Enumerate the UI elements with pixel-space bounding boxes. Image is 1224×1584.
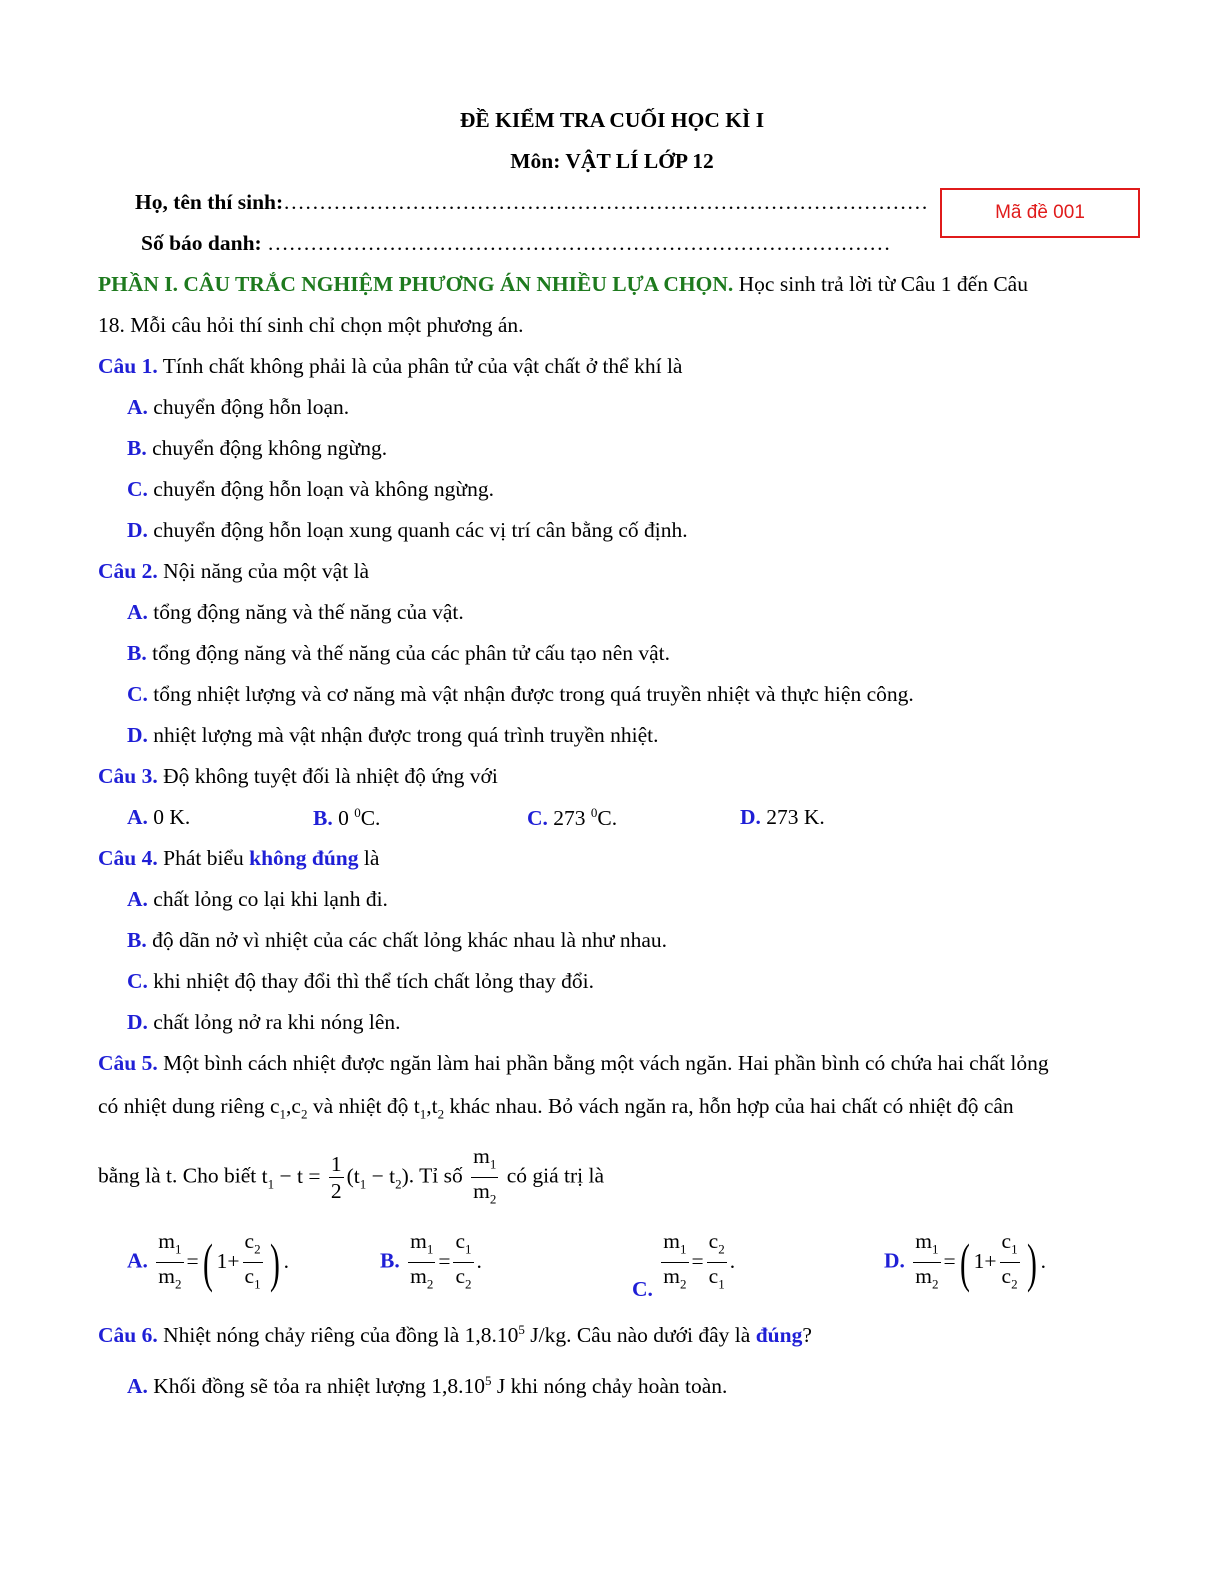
question-stem: Tính chất không phải là của phân tử của vật chất ở thể khí là	[157, 354, 683, 378]
part1-heading-row	[98, 272, 1028, 297]
question-label: Câu 5.	[98, 1051, 158, 1075]
q3-option-a[interactable]	[127, 805, 190, 830]
option-text: 273 $^0$C.	[553, 805, 618, 831]
q5-option-c[interactable]	[632, 1228, 736, 1301]
option-letter: A.	[127, 600, 148, 624]
option-letter: A.	[127, 1248, 148, 1273]
option-text: tổng động năng và thế năng của các phân tử cấu tạo nên vật.	[152, 641, 671, 665]
formula-t1-t2: $t_1,t_2$	[413, 1094, 445, 1122]
option-letter: D.	[127, 723, 148, 747]
formula-latent-heat: 1,8.10$^5$ J/kg.	[464, 1322, 572, 1348]
formula-condition: $t_1 - t$ = $\frac{1}{2}$ $(t_1 - t_2)$	[261, 1152, 409, 1204]
exam-code-box	[940, 188, 1140, 238]
option-text: nhiệt lượng mà vật nhận được trong quá trình truyền nhiệt.	[153, 723, 659, 747]
question-stem: Nội năng của một vật là	[157, 559, 370, 583]
q1-option-a[interactable]	[127, 395, 349, 420]
option-letter: C.	[127, 969, 148, 993]
option-text: chất lỏng co lại khi lạnh đi.	[153, 887, 388, 911]
q5-option-d[interactable]	[884, 1228, 1046, 1298]
option-letter: B.	[127, 928, 147, 952]
option-letter: D.	[740, 805, 761, 829]
exam-subject: Môn: VẬT LÍ LỚP 12	[510, 149, 714, 173]
option-text: chuyển động không ngừng.	[152, 436, 388, 460]
candidate-id-row	[141, 231, 891, 256]
question-2	[98, 559, 369, 584]
q4-option-d[interactable]	[127, 1010, 401, 1035]
option-letter: C.	[127, 682, 148, 706]
question-label: Câu 2.	[98, 559, 158, 583]
q1-option-b[interactable]	[127, 436, 387, 461]
option-text: tổng nhiệt lượng và cơ năng mà vật nhận được trong quá truyền nhiệt và thực hiện công.	[153, 682, 914, 706]
candidate-name-label: Họ, tên thí sinh:	[135, 190, 284, 214]
option-letter: A.	[127, 1374, 148, 1399]
question-3	[98, 764, 498, 789]
formula-c1-c2: $c_1,c_2$	[269, 1094, 308, 1122]
option-letter: B.	[380, 1248, 400, 1273]
question-label: Câu 3.	[98, 764, 158, 788]
q5-option-a[interactable]	[127, 1228, 289, 1298]
q5-stem-line2: có nhiệt dung riêng $c_1,c_2$ và nhiệt độ $t_1,t_2$ khác nhau. Bỏ vách ngăn ra, hỗn hợp của hai chất có nhiệt độ cân	[98, 1094, 1014, 1122]
part1-instruction-a: Học sinh trả lời từ Câu 1 đến Câu	[733, 272, 1028, 296]
candidate-name-row	[135, 190, 928, 215]
q3-option-d[interactable]	[740, 805, 825, 830]
q4-option-c[interactable]	[127, 969, 594, 994]
option-text: 0 K.	[153, 805, 191, 829]
q6-option-a[interactable]	[127, 1373, 727, 1399]
q3-option-c[interactable]	[527, 805, 617, 831]
q2-option-b[interactable]	[127, 641, 670, 666]
option-letter: D.	[127, 1010, 148, 1034]
option-text: chuyển động hỗn loạn xung quanh các vị trí cân bằng cố định.	[153, 518, 688, 542]
part1-heading: PHẦN I. CÂU TRẮC NGHIỆM PHƯƠNG ÁN NHIỀU LỰA CHỌN.	[98, 272, 734, 296]
question-label: Câu 1.	[98, 354, 158, 378]
option-letter: A.	[127, 887, 148, 911]
exam-title: ĐỀ KIỂM TRA CUỐI HỌC KÌ I	[459, 108, 765, 132]
q5-option-b[interactable]	[380, 1228, 482, 1298]
option-formula: $\frac{m_1}{m_2}$ = $\frac{c_1}{c_2}$ .	[410, 1229, 482, 1292]
candidate-id-dots: ……………………………………………………………………………	[267, 231, 891, 255]
question-5: Câu 5. Một bình cách nhiệt được ngăn làm hai phần bằng một vách ngăn. Hai phần bình có chứa hai chất lỏng	[98, 1051, 1049, 1075]
formula-ratio-m1-m2: $\frac{m_1}{m_2}$	[473, 1144, 497, 1207]
option-formula: $\frac{m_1}{m_2}$ =( 1+ $\frac{c_2}{c_1}$ ) .	[158, 1229, 289, 1293]
question-label: Câu 4.	[98, 846, 158, 870]
option-text: 0 $^0$C.	[338, 805, 381, 831]
question-stem: Độ không tuyệt đối là nhiệt độ ứng với	[157, 764, 498, 788]
question-4: Câu 4. Phát biểu không đúng là	[98, 846, 380, 870]
emphasis-not-correct: không đúng	[249, 846, 359, 870]
option-letter: C.	[632, 1276, 653, 1301]
q2-option-a[interactable]	[127, 600, 464, 625]
q4-option-a[interactable]	[127, 887, 388, 912]
q4-option-b[interactable]	[127, 928, 667, 953]
option-letter: B.	[127, 641, 147, 665]
option-formula: $\frac{m_1}{m_2}$ = $\frac{c_2}{c_1}$ .	[663, 1229, 736, 1292]
option-letter: A.	[127, 805, 148, 829]
option-text: chuyển động hỗn loạn và không ngừng.	[153, 477, 494, 501]
candidate-id-label: Số báo danh:	[141, 231, 268, 255]
option-text: tổng động năng và thế năng của vật.	[153, 600, 464, 624]
question-label: Câu 6.	[98, 1323, 158, 1348]
q2-option-d[interactable]	[127, 723, 658, 748]
option-letter: C.	[527, 806, 548, 831]
option-text: 273 K.	[766, 805, 825, 829]
q3-option-b[interactable]	[313, 805, 380, 831]
part1-instruction-b: 18. Mỗi câu hỏi thí sinh chỉ chọn một phương án.	[98, 313, 524, 337]
question-6: Câu 6. Nhiệt nóng chảy riêng của đồng là 1,8.10$^5$ J/kg. Câu nào dưới đây là đúng?	[98, 1322, 812, 1348]
option-letter: D.	[127, 518, 148, 542]
q5-stem-line3: bằng là t. Cho biết $t_1 - t$ = $\frac{1}{2}$ $(t_1 - t_2)$. Tỉ số $\frac{m_1}{m_2}$ có giá trị là	[98, 1143, 604, 1213]
exam-code: Mã đề 001	[995, 202, 1085, 223]
option-text: chất lỏng nở ra khi nóng lên.	[153, 1010, 401, 1034]
option-letter: A.	[127, 395, 148, 419]
emphasis-correct: đúng	[755, 1323, 803, 1348]
question-1	[98, 354, 682, 379]
option-letter: B.	[127, 436, 147, 460]
option-text: khi nhiệt độ thay đổi thì thể tích chất lỏng thay đổi.	[153, 969, 594, 993]
q2-option-c[interactable]	[127, 682, 914, 707]
option-text: độ dãn nở vì nhiệt của các chất lỏng khác nhau là như nhau.	[152, 928, 668, 952]
option-text: chuyển động hỗn loạn.	[153, 395, 350, 419]
q1-option-c[interactable]	[127, 477, 494, 502]
option-formula: $\frac{m_1}{m_2}$ =( 1+ $\frac{c_1}{c_2}$ ) .	[915, 1229, 1046, 1293]
option-letter: B.	[313, 806, 333, 831]
option-letter: C.	[127, 477, 148, 501]
option-letter: D.	[884, 1248, 905, 1273]
candidate-name-dots: ………………………………………………………………………………	[283, 190, 929, 214]
q1-option-d[interactable]	[127, 518, 688, 543]
option-text: Khối đồng sẽ tỏa ra nhiệt lượng 1,8.10$^5$ J khi nóng chảy hoàn toàn.	[153, 1373, 728, 1399]
